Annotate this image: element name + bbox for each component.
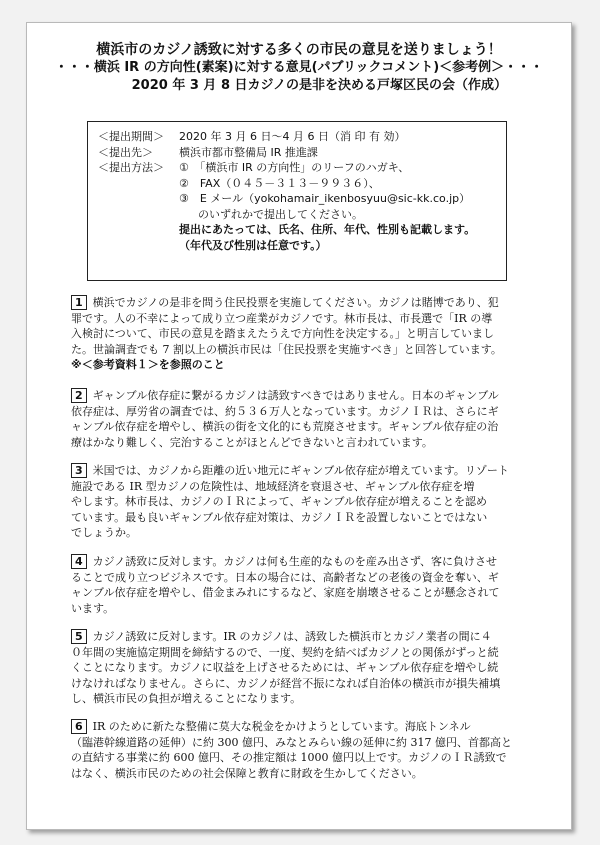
paragraph-line: ャンブル依存症を増やし、横浜の街を文化的にも荒廃させます。ギャンブル依存症の治 — [71, 420, 499, 433]
method-fax: ② FAX（０４５－３１３－９９３６）、 — [179, 176, 380, 190]
method-email: ③ E メール（yokohamair_ikenbosyuu@sic-kk.co.jp） — [179, 192, 471, 205]
paragraph-number-2: 2 — [71, 388, 87, 403]
paragraph-line: カジノ誘致に反対します。カジノは何も生産的なものを産み出さず、客に負けさせ — [92, 555, 498, 568]
paragraph-line: 療はかなり難しく、完治することがほとんどできないと言われています。 — [71, 435, 433, 449]
paragraph-number-5: 5 — [71, 629, 87, 644]
reference-note: ※＜参考資料１＞を参照のこと — [71, 358, 225, 371]
paragraph-line: くことになります。カジノに収益を上げさせるためには、ギャンブル依存症を増やし続 — [71, 661, 499, 674]
paragraph-line: 施設である IR 型カジノの危険性は、地域経済を衰退させ、ギャンブル依存症を増 — [71, 479, 475, 493]
opinion-paragraph-4 — [71, 554, 527, 616]
paragraph-number-4: 4 — [71, 554, 87, 569]
method-postcard: ① 「横浜市 IR の方向性」のリーフのハガキ、 — [179, 161, 410, 174]
method-instruction: のいずれかで提出してください。 — [198, 207, 363, 221]
paragraph-line: （臨港幹線道路の延伸）に約 300 億円、みなとみらい線の延伸に約 317 億円、首都高と — [71, 735, 512, 749]
opinion-paragraph-3 — [71, 463, 527, 541]
paragraph-line: の直結する事業に約 600 億円、その推定額は 1000 億円以上です。カジノのＩＲ誘致で — [71, 751, 507, 764]
paragraph-line: 入検討について、市民の意見を踏まえたうえで方向性を決定する。」と明言していまし — [71, 327, 495, 340]
paragraph-line: やします。林市長は、カジノのＩＲによって、ギャンブル依存症が増えることを認め — [71, 495, 488, 508]
submission-note-optional: （年代及び性別は任意です。） — [179, 238, 327, 252]
paragraph-line: います。 — [71, 601, 115, 615]
period-value: 2020 年 3 月 6 日～4 月 6 日（消 印 有 効） — [179, 130, 406, 143]
paragraph-line: 米国では、カジノから距離の近い地元にギャンブル依存症が増えています。リゾート — [92, 464, 509, 477]
opinion-paragraph-5 — [71, 629, 527, 707]
paragraph-line: ャンブル依存症を増やし、借金まみれにするなど、家庭を崩壊させることが懸念されて — [71, 586, 500, 599]
document-author: 2020 年 3 月 8 日カジノの是非を決める戸塚区民の会（作成） — [131, 78, 507, 93]
paragraph-number-1: 1 — [71, 295, 87, 310]
opinion-paragraph-2 — [71, 388, 527, 450]
paragraph-line: ０年間の実施協定期間を締結するので、一度、契約を結べばカジノとの関係がずっと続 — [71, 645, 499, 659]
paragraph-line: カジノ誘致に反対します。IR のカジノは、誘致した横浜市とカジノ業者の間に４ — [92, 630, 492, 643]
period-row — [98, 129, 506, 145]
document-header — [27, 41, 571, 95]
destination-value: 横浜市都市整備局 IR 推進課 — [179, 145, 318, 159]
document-title: 横浜市のカジノ誘致に対する多くの市民の意見を送りましょう！ — [96, 42, 502, 58]
document-page — [26, 22, 572, 830]
paragraph-line: ています。最も良いギャンブル依存症対策は、カジノＩＲを設置しないことではない — [71, 510, 488, 524]
paragraph-line: 横浜でカジノの是非を問う住民投票を実施してください。カジノは賭博であり、犯 — [92, 296, 499, 309]
paragraph-line: IR のために新たな整備に莫大な税金をかけようとしています。海底トンネル — [92, 720, 471, 733]
paragraph-line: 罪です。人の不幸によって成り立つ産業がカジノです。林市長は、市長選で「IR の導 — [71, 311, 493, 325]
paragraph-line: ることで成り立つビジネスです。日本の場合には、高齢者などの老後の資金を奪い、ギ — [71, 570, 499, 584]
document-subtitle: ・・・横浜 IR の方向性(素案)に対する意見(パブリックコメント)＜参考例＞・・・ — [54, 60, 544, 75]
paragraph-line: けなければなりません。さらに、カジノが経営不振になれば自治体の横浜市が損失補填 — [71, 676, 501, 690]
submission-note: 提出にあたっては、氏名、住所、年代、性別も記載します。 — [179, 223, 476, 236]
paragraph-line: でしょうか。 — [71, 526, 137, 539]
opinion-paragraph-1 — [71, 295, 527, 373]
method-row — [98, 160, 506, 176]
submission-info-box — [87, 121, 507, 281]
destination-row — [98, 145, 506, 161]
paragraph-line: 依存症は、厚労省の調査では、約５３６万人となっています。カジノＩＲは、さらにギ — [71, 404, 499, 418]
opinion-paragraph-6 — [71, 719, 527, 781]
paragraph-number-3: 3 — [71, 463, 87, 478]
paragraph-line: ギャンブル依存症に繋がるカジノは誘致すべきではありません。日本のギャンブル — [92, 389, 499, 402]
paragraph-line: はなく、横浜市民のための社会保障と教育に財政を生かしてください。 — [71, 766, 423, 780]
paragraph-line: し、横浜市民の負担が増えることになります。 — [71, 692, 302, 705]
paragraph-line: た。世論調査でも 7 割以上の横浜市民は「住民投票を実施すべき」と回答しています。 — [71, 342, 502, 356]
paragraph-number-6: 6 — [71, 719, 87, 734]
period-label: ＜提出期間＞ — [98, 130, 164, 143]
destination-label: ＜提出先＞ — [98, 145, 153, 159]
method-label: ＜提出方法＞ — [98, 161, 164, 174]
